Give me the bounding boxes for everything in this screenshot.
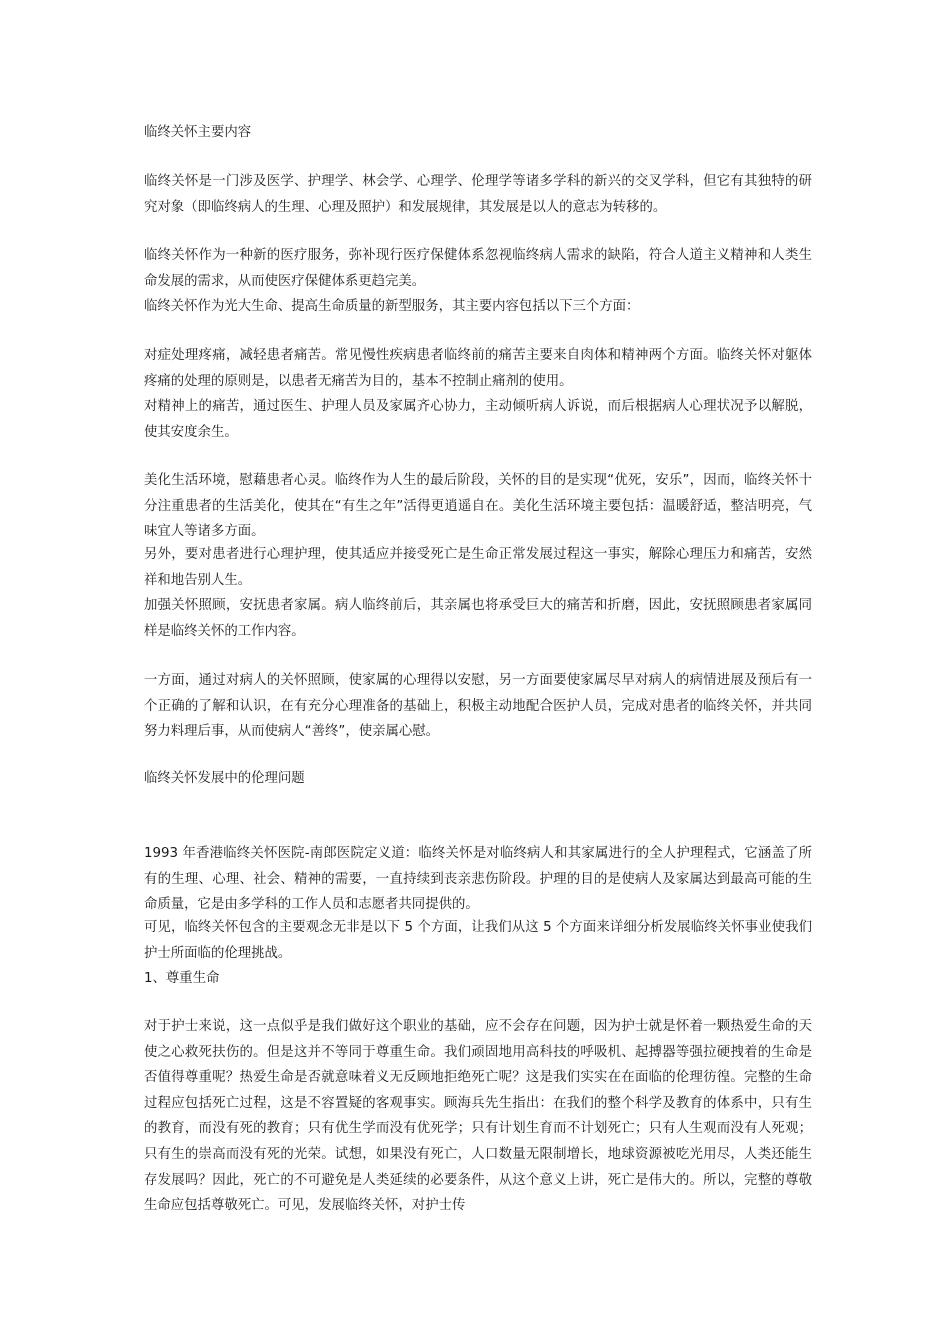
paragraph-3: 临终关怀作为光大生命、提高生命质量的新型服务，其主要内容包括以下三个方面： [144,299,640,314]
paragraph-9: 一方面，通过对病人的关怀照顾，使家属的心理得以安慰，另一方面要使家属尽早对病人的病情进展及预后有一个正确的了解和认识，在有充分心理准备的基础上，积极主动地配合医护人员，完成对患者的临终关怀，并共同努力料理后事，从而使病人“善终”，使亲属心慰。 [144,673,812,740]
paragraph-2: 临终关怀作为一种新的医疗服务，弥补现行医疗保健体系忽视临终病人需求的缺陷，符合人道主义精神和人类生命发展的需求，从而使医疗保健体系更趋完美。 [144,248,812,289]
paragraph-12: 对于护士来说，这一点似乎是我们做好这个职业的基础，应不会存在问题，因为护士就是怀着一颗热爱生命的天使之心救死扶伤的。但是这并不等同于尊重生命。我们顽固地用高科技的呼吸机、起搏器等强拉硬拽着的生命是否值得尊重呢？热爱生命是否就意味着义无反顾地拒绝死亡呢？这是我们实实在在面临的伦理彷徨。完整的生命过程应包括死亡过程，这是不容置疑的客观事实。顾海兵先生指出：在我们的整个科学及教育的体系中，只有生的教育，而没有死的教育；只有优生学而没有优死学；只有计划生育而不计划死亡；只有人生观而没有人死观；只有生的崇高而没有死的光荣。试想，如果没有死亡，人口数量无限制增长，地球资源被吃光用尽，人类还能生存发展吗？因此，死亡的不可避免是人类延续的必要条件，从这个意义上讲，死亡是伟大的。所以，完整的尊敬生命应包括尊敬死亡。可见，发展临终关怀，对护士传 [144,1019,812,1214]
section-title-main-content: 临终关怀主要内容 [144,125,252,140]
section-title-ethics: 临终关怀发展中的伦理问题 [144,771,305,786]
paragraph-5: 对精神上的痛苦，通过医生、护理人员及家属齐心协力，主动倾听病人诉说，而后根据病人心理状况予以解脱，使其安度余生。 [144,399,812,440]
subsection-title-respect-life: 1、尊重生命 [144,971,220,986]
paragraph-1: 临终关怀是一门涉及医学、护理学、林会学、心理学、伦理学等诸多学科的新兴的交叉学科，但它有其独特的研究对象（即临终病人的生理、心理及照护）和发展规律，其发展是以人的意志为转移的。 [144,174,812,215]
paragraph-10: 1993 年香港临终关怀医院-南郎医院定义道：临终关怀是对临终病人和其家属进行的全人护理程式，它涵盖了所有的生理、心理、社会、精神的需要，一直持续到丧亲悲伤阶段。护理的目的是使病人及家属达到最高可能的生命质量，它是由多学科的工作人员和志愿者共同提供的。 [144,846,812,913]
paragraph-7: 另外，要对患者进行心理护理，使其适应并接受死亡是生命正常发展过程这一事实，解除心理压力和痛苦，安然祥和地告别人生。 [144,547,812,588]
paragraph-11: 可见，临终关怀包含的主要观念无非是以下 5 个方面，让我们从这 5 个方面来详细分析发展临终关怀事业使我们护士所面临的伦理挑战。 [144,920,812,961]
paragraph-8: 加强关怀照顾，安抚患者家属。病人临终前后，其亲属也将承受巨大的痛苦和折磨，因此，安抚照顾患者家属同样是临终关怀的工作内容。 [144,598,812,639]
paragraph-4: 对症处理疼痛，减轻患者痛苦。常见慢性疾病患者临终前的痛苦主要来自肉体和精神两个方面。临终关怀对躯体疼痛的处理的原则是，以患者无痛苦为目的，基本不控制止痛剂的使用。 [144,348,812,389]
paragraph-6: 美化生活环境，慰藉患者心灵。临终作为人生的最后阶段，关怀的目的是实现“优死，安乐”，因而，临终关怀十分注重患者的生活美化，使其在“有生之年”活得更逍遥自在。美化生活环境主要包括：温暖舒适，整洁明亮，气味宜人等诸多方面。 [144,473,812,540]
